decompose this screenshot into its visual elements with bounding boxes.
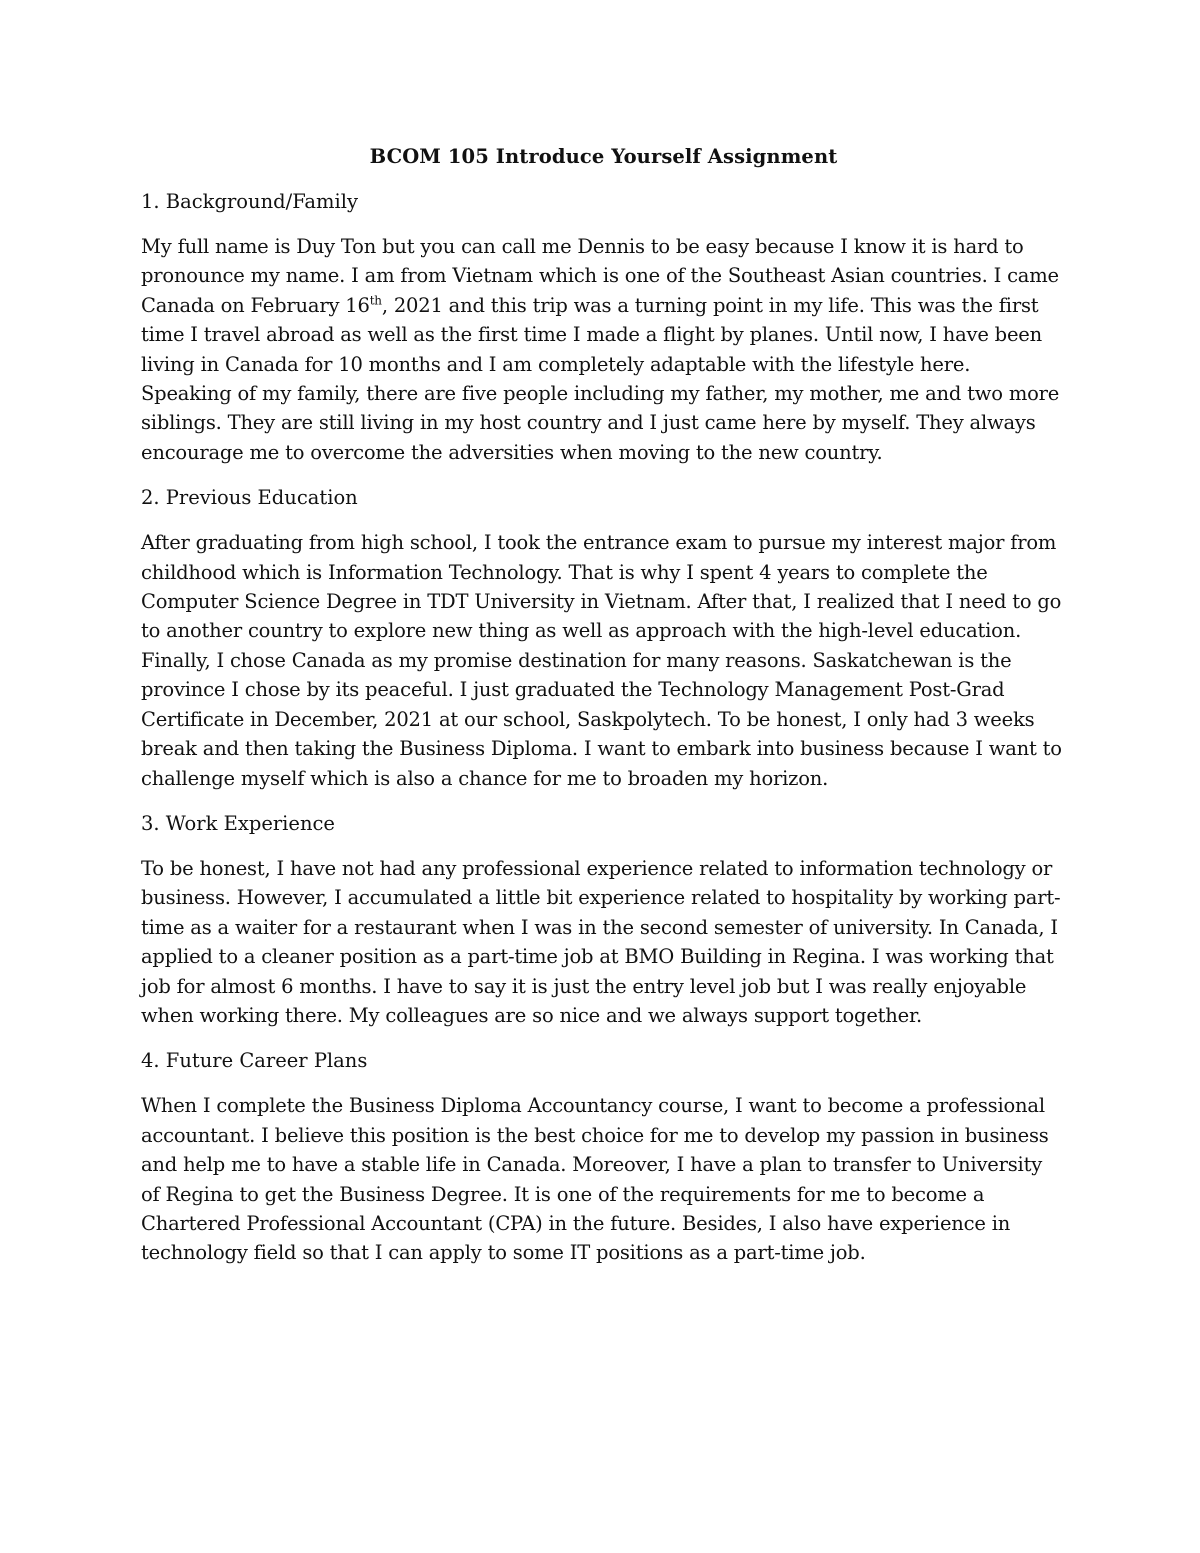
section-heading-work-experience: 3. Work Experience: [141, 811, 335, 835]
section-body-work-experience: To be honest, I have not had any professional experience related to information technology or business. However, I accumulated a little bit experience related to hospitality by working part-time as a waiter for a restaurant when I was in the second semester of university. In Canada, I applied to a cleaner position as a part-time job at BMO Building in Regina. I was working that job for almost 6 months. I have to say it is just the entry level job but I was really enjoyable when working there. My colleagues are so nice and we always support together.: [141, 856, 1061, 1027]
section-body-text: My full name is Duy Ton but you can call me Dennis to be easy because I know it is hard to pronounce my name. I am from Vietnam which is one of the Southeast Asian countries. I came Canada on February 16: [141, 235, 1059, 317]
document-content: [141, 142, 1066, 1284]
section-body-background-family: [141, 232, 1066, 467]
section-body-text: , 2021 and this trip was a turning point in my life. This was the first time I travel abroad as well as the first time I made a flight by planes. Until now, I have been living in Canada for 10 months and I am completely adaptable with the lifestyle here. Speaking of my family, there are five people including my father, my mother, me and two more siblings. They are still living in my host country and I just came here by myself. They always encourage me to overcome the adversities when moving to the new country.: [141, 293, 1060, 464]
section-body-future-career-plans: When I complete the Business Diploma Accountancy course, I want to become a professional accountant. I believe this position is the best choice for me to develop my passion in business and help me to have a stable life in Canada. Moreover, I have a plan to transfer to University of Regina to get the Business Degree. It is one of the requirements for me to become a Chartered Professional Accountant (CPA) in the future. Besides, I also have experience in technology field so that I can apply to some IT positions as a part-time job.: [141, 1094, 1049, 1265]
section-heading-future-career-plans: 4. Future Career Plans: [141, 1049, 368, 1073]
section-heading-previous-education: 2. Previous Education: [141, 486, 358, 510]
document-title: BCOM 105 Introduce Yourself Assignment: [369, 145, 838, 168]
section-body-previous-education: After graduating from high school, I took the entrance exam to pursue my interest major from childhood which is Information Technology. That is why I spent 4 years to complete the Computer Science Degree in TDT University in Vietnam. After that, I realized that I need to go to another country to explore new thing as well as approach with the high-level education. Finally, I chose Canada as my promise destination for many reasons. Saskatchewan is the province I chose by its peaceful. I just graduated the Technology Management Post-Grad Certificate in December, 2021 at our school, Saskpolytech. To be honest, I only had 3 weeks break and then taking the Business Diploma. I want to embark into business because I want to challenge myself which is also a chance for me to broaden my horizon.: [141, 531, 1062, 790]
ordinal-superscript: th: [369, 293, 382, 308]
section-heading-background-family: 1. Background/Family: [141, 190, 359, 213]
